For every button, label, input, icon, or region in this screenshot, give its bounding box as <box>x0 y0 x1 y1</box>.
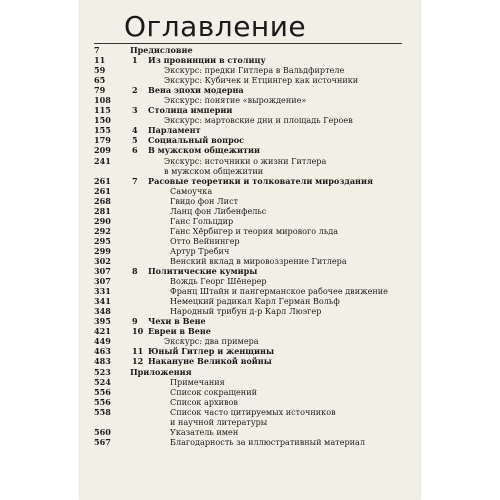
toc-entry-title: Ланц фон Либенфельс <box>170 205 267 216</box>
toc-page-number: 108 <box>94 95 111 106</box>
toc-page-number: 261 <box>94 175 111 186</box>
toc-page-number: 302 <box>94 255 111 266</box>
toc-entry <box>94 125 414 135</box>
toc-entry <box>94 236 414 246</box>
toc-entry-title: Немецкий радикал Карл Герман Вольф <box>170 296 340 307</box>
toc-entry-title: Ганс Гольцдир <box>170 215 234 226</box>
toc-entry-title: Юный Гитлер и женщины <box>148 346 275 357</box>
toc-entry-title: Расовые теоретики и толкователи мироздания <box>148 175 373 186</box>
toc-entry-title: Народный трибун д-р Карл Люэгер <box>170 306 322 317</box>
toc-entry <box>94 105 414 115</box>
toc-page-number: 483 <box>94 356 111 367</box>
toc-entry <box>94 417 414 427</box>
toc-entry <box>94 145 414 155</box>
toc-page-number: 209 <box>94 145 111 156</box>
toc-entry <box>94 196 414 206</box>
toc-chapter-number: 7 <box>132 175 138 186</box>
toc-page-number: 261 <box>94 185 111 196</box>
toc-entry-title: Венский вклад в мировоззрение Гитлера <box>170 255 347 266</box>
toc-entry <box>94 156 414 166</box>
toc-entry-title: Чехи в Вене <box>148 316 206 327</box>
toc-chapter-number: 11 <box>132 346 144 357</box>
toc-entry <box>94 186 414 196</box>
toc-page-number: 290 <box>94 215 111 226</box>
toc-entry-title: Экскурс: источники о жизни Гитлера <box>164 155 327 166</box>
toc-page-number: 281 <box>94 205 111 216</box>
toc-page-number: 560 <box>94 426 111 437</box>
toc-page-number: 307 <box>94 266 111 277</box>
toc-entry-title: Экскурс: понятие «вырождение» <box>164 95 307 106</box>
toc-page-number: 295 <box>94 235 111 246</box>
toc-entry-title: Указатель имен <box>170 426 239 437</box>
toc-entry <box>94 316 414 326</box>
toc-entry <box>94 85 414 95</box>
toc-page-number: 79 <box>94 85 106 96</box>
toc-entry <box>94 266 414 276</box>
toc-page-number: 341 <box>94 296 111 307</box>
toc-page-number: 7 <box>94 45 100 55</box>
toc-page-number: 307 <box>94 276 111 287</box>
toc-chapter-number: 3 <box>132 105 138 116</box>
toc-entry-title: Из провинции в столицу <box>148 55 266 66</box>
toc-entry <box>94 206 414 216</box>
toc-entry-title: Список архивов <box>170 396 238 407</box>
toc-page-number: 11 <box>94 55 106 66</box>
toc-entry <box>94 427 414 437</box>
toc-page-number: 155 <box>94 125 111 136</box>
toc-entry <box>94 256 414 266</box>
toc-entry <box>94 286 414 296</box>
toc-page-number: 65 <box>94 75 106 86</box>
toc-entry <box>94 336 414 346</box>
toc-entry-title: Столица империи <box>148 105 233 116</box>
toc-page-number: 556 <box>94 396 111 407</box>
toc-page-number: 523 <box>94 366 111 377</box>
toc-entry-title: Самоучка <box>170 185 213 196</box>
toc-entry-title: Благодарность за иллюстративный материал <box>170 436 365 447</box>
toc-page-number: 150 <box>94 115 111 126</box>
title-rule <box>94 43 402 44</box>
toc-entry <box>94 356 414 366</box>
toc-page-number: 331 <box>94 286 111 297</box>
toc-entry <box>94 176 414 186</box>
toc-entry <box>94 326 414 336</box>
toc-entry-title: Евреи в Вене <box>148 326 211 337</box>
toc-entry-title: Вена эпохи модерна <box>148 85 244 96</box>
toc-entry-title: Ганс Хёрбигер и теория мирового льда <box>170 225 339 236</box>
toc-page-number: 395 <box>94 316 111 327</box>
toc-chapter-number: 5 <box>132 135 138 146</box>
toc-page-number: 268 <box>94 195 111 206</box>
toc-entry <box>94 75 414 85</box>
toc-entry <box>94 367 414 377</box>
toc-page-number: 59 <box>94 65 106 76</box>
toc-entry <box>94 306 414 316</box>
toc-entry-title: Накануне Великой войны <box>148 356 272 367</box>
toc-page-number: 348 <box>94 306 111 317</box>
toc-entry <box>94 166 414 176</box>
toc-chapter-number: 9 <box>132 316 138 327</box>
toc-entry <box>94 246 414 256</box>
toc-entry-title: Примечания <box>170 376 225 387</box>
toc-entry-title: Социальный вопрос <box>148 135 245 146</box>
toc-entry-title: Политические кумиры <box>148 266 258 277</box>
toc-page-number: 449 <box>94 336 111 347</box>
toc-entry-title: Экскурс: Кубичек и Етцингер как источники <box>164 75 359 86</box>
toc-entry-title: Отто Вейнингер <box>170 235 240 246</box>
toc-entry <box>94 216 414 226</box>
page-title: Оглавление <box>124 10 307 43</box>
toc-entry <box>94 45 414 55</box>
toc-page-number: 558 <box>94 406 111 417</box>
toc-page-number: 567 <box>94 436 111 447</box>
toc-entry-title: Вождь Георг Шёнерер <box>170 276 267 287</box>
toc-chapter-number: 4 <box>132 125 138 136</box>
toc-entry <box>94 226 414 236</box>
toc-entry-title: В мужском общежитии <box>148 145 260 156</box>
toc-entry <box>94 95 414 105</box>
toc-entry <box>94 135 414 145</box>
toc-entry <box>94 65 414 75</box>
toc-entry-title: Гвидо фон Лист <box>170 195 239 206</box>
toc-entry-title: Артур Требич <box>170 245 230 256</box>
toc-entry <box>94 115 414 125</box>
toc-page-number: 524 <box>94 376 111 387</box>
toc-page-number: 556 <box>94 386 111 397</box>
toc-entry-title: Предисловие <box>130 45 193 55</box>
toc-entry <box>94 276 414 286</box>
toc-entry-title: Франц Штайн и пангерманское рабочее движение <box>170 286 388 297</box>
toc-chapter-number: 10 <box>132 326 144 337</box>
toc-entry-title: Список часто цитируемых источников <box>170 406 336 417</box>
toc-page-number: 179 <box>94 135 111 146</box>
toc-entry <box>94 397 414 407</box>
toc-chapter-number: 1 <box>132 55 138 66</box>
toc-page-number: 299 <box>94 245 111 256</box>
toc-entry-title: и научной литературы <box>170 416 268 427</box>
toc-entry-title: Приложения <box>130 366 192 377</box>
toc-page-number: 292 <box>94 225 111 236</box>
toc-chapter-number: 12 <box>132 356 144 367</box>
toc-entry-title: в мужском общежитии <box>164 165 264 176</box>
toc-chapter-number: 2 <box>132 85 138 96</box>
toc-page-number: 421 <box>94 326 111 337</box>
toc-entry <box>94 346 414 356</box>
toc-page-number: 463 <box>94 346 111 357</box>
toc-chapter-number: 6 <box>132 145 138 156</box>
toc-entry-title: Экскурс: предки Гитлера в Вальдфиртеле <box>164 65 345 76</box>
toc-entry-title: Экскурс: мартовские дни и площадь Героев <box>164 115 353 126</box>
toc-entry <box>94 296 414 306</box>
toc-entry <box>94 437 414 447</box>
toc-entry <box>94 377 414 387</box>
toc-entry-title: Список сокращений <box>170 386 257 397</box>
toc-entry <box>94 407 414 417</box>
toc-entry <box>94 55 414 65</box>
toc-page-number: 115 <box>94 105 111 116</box>
toc-entry <box>94 387 414 397</box>
toc-entry-title: Экскурс: два примера <box>164 336 259 347</box>
toc-entry-title: Парламент <box>148 125 201 136</box>
toc-chapter-number: 8 <box>132 266 138 277</box>
table-of-contents <box>94 45 414 447</box>
toc-page-number: 241 <box>94 155 111 166</box>
